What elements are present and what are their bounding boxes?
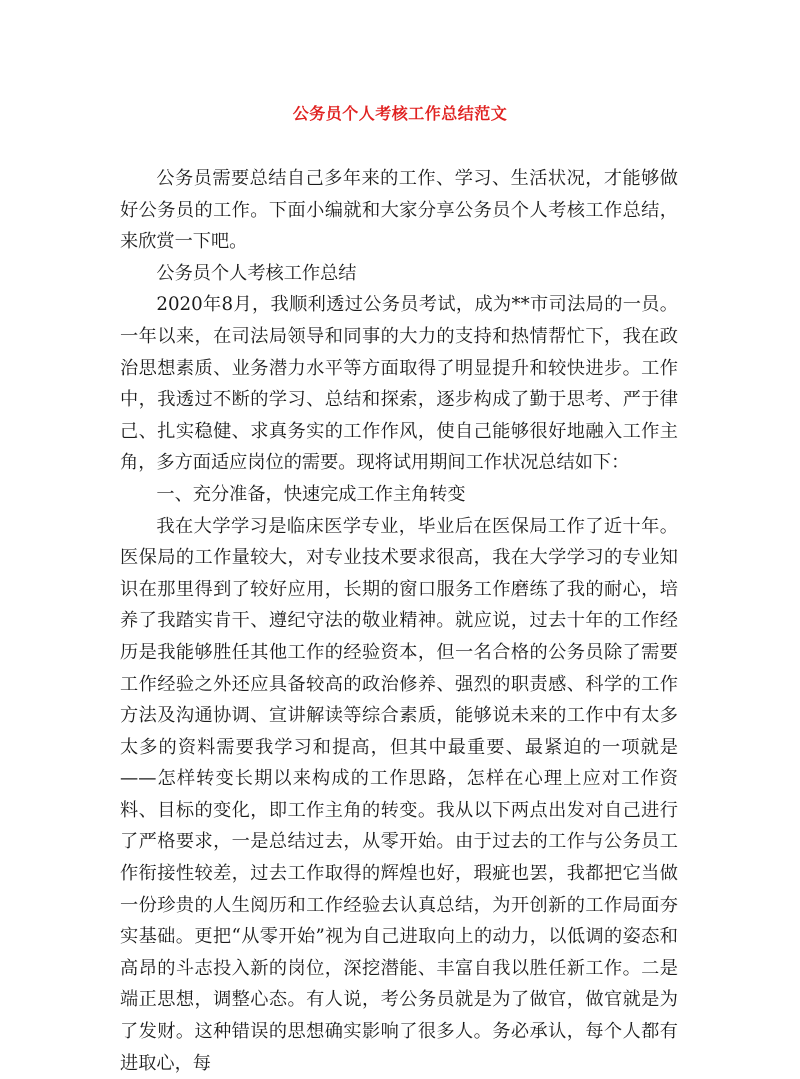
section-heading: 公务员个人考核工作总结 xyxy=(156,262,357,284)
intro-paragraph: 公务员需要总结自己多年来的工作、学习、生活状况，才能够做好公务员的工作。下面小编就和大家分享公务员个人考核工作总结，来欣赏一下吧。 xyxy=(120,168,678,253)
document-title: 公务员个人考核工作总结范文 xyxy=(292,104,508,123)
subsection-heading-1: 一、充分准备，快速完成工作主角转变 xyxy=(156,483,466,505)
body-paragraph: 我在大学学习是临床医学专业，毕业后在医保局工作了近十年。医保局的工作量较大，对专业技术要求很高，我在大学学习的专业知识在那里得到了较好应用，长期的窗口服务工作磨练了我的耐心，培养了我踏实肯干、遵纪守法的敬业精神。就应说，过去十年的工作经历是我能够胜任其他工作的经验资本，但一名合格的公务员除了需要工作经验之外还应具备较高的政治修养、强烈的职责感、科学的工作方法及沟通协调、宣讲解读等综合素质，能够说未来的工作中有太多太多的资料需要我学习和提高，但其中最重要、最紧迫的一项就是——怎样转变长期以来构成的工作思路，怎样在心理上应对工作资料、目标的变化，即工作主角的转变。我从以下两点出发对自己进行了严格要求，一是总结过去，从零开始。由于过去的工作与公务员工作衔接性较差，过去工作取得的辉煌也好，瑕疵也罢，我都把它当做一份珍贵的人生阅历和工作经验去认真总结，为开创新的工作局面夯实基础。更把“从零开始”视为自己进取向上的动力，以低调的姿态和高昂的斗志投入新的岗位，深挖潜能、丰富自我以胜任新工作。二是端正思想，调整心态。有人说，考公务员就是为了做官，做官就是为了发财。这种错误的思想确实影响了很多人。务必承认，每个人都有进取心，每 xyxy=(120,515,678,1074)
document-body xyxy=(120,163,678,1079)
summary-paragraph: 2020年8月，我顺利透过公务员考试，成为**市司法局的一员。一年以来，在司法局领导和同事的大力的支持和热情帮忙下，我在政治思想素质、业务潜力水平等方面取得了明显提升和较快进步。工作中，我透过不断的学习、总结和探索，逐步构成了勤于思考、严于律己、扎实稳健、求真务实的工作作风，使自己能够很好地融入工作主角，多方面适应岗位的需要。现将试用期间工作状况总结如下： xyxy=(120,294,678,474)
